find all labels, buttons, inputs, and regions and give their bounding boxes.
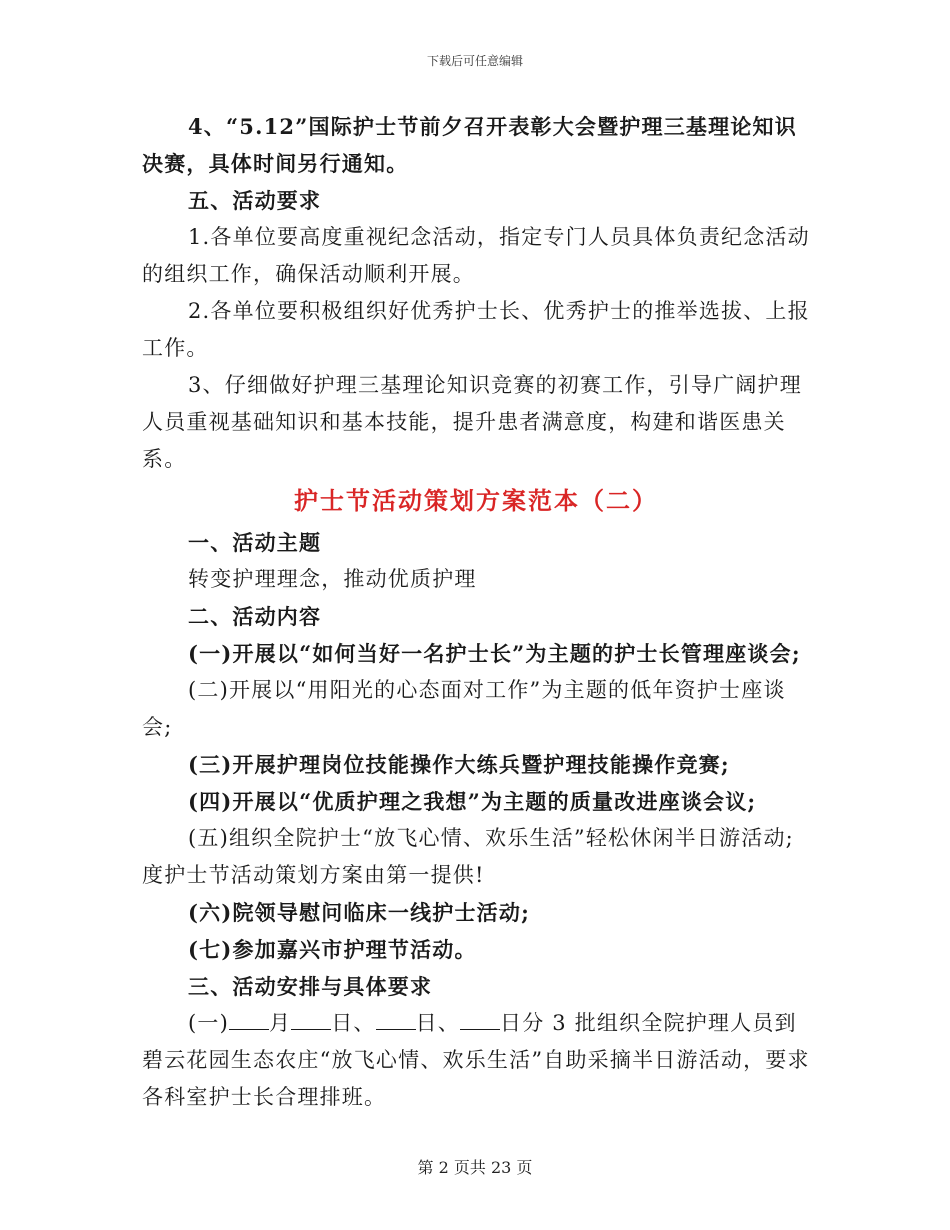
content-item-7: (七)参加嘉兴市护理节活动。 [188,937,477,962]
heading-arrangement: 三、活动安排与具体要求 [188,974,433,999]
page-footer: 第 2 页共 23 页 [417,1158,533,1177]
arrangement-rest: 日分 3 批组织全院护理人员到碧云花园生态农庄“放飞心情、欢乐生活”自助采摘半日游活动，要求各科室护士长合理排班。 [142,1011,810,1109]
content-item-5: (五)组织全院护士“放飞心情、欢乐生活”轻松休闲半日游活动;度护士节活动策划方案由第一提供! [142,826,794,887]
theme-text: 转变护理理念，推动优质护理 [188,567,477,591]
content-item-1: (一)开展以“如何当好一名护士长”为主题的护士长管理座谈会; [188,641,801,666]
blank-field [460,1009,500,1030]
blank-field [376,1009,416,1030]
arrangement-month: 月 [269,1011,292,1035]
requirement-1: 1.各单位要高度重视纪念活动，指定专门人员具体负责纪念活动的组织工作，确保活动顺利开展。 [142,225,810,286]
item-4: 4、“5.12”国际护士节前夕召开表彰大会暨护理三基理论知识决赛，具体时间另行通知。 [142,114,797,176]
page-header: 下载后可任意编辑 [426,54,523,68]
content-item-4: (四)开展以“优质护理之我想”为主题的质量改进座谈会议; [188,789,757,814]
heading-requirements: 五、活动要求 [188,188,322,213]
content-item-2: (二)开展以“用阳光的心态面对工作”为主题的低年资护士座谈会; [142,678,786,739]
blank-field [229,1009,269,1030]
requirement-3: 3、仔细做好护理三基理论知识竞赛的初赛工作，引导广阔护理人员重视基础知识和基本技能，提升患者满意度，构建和谐医患关系。 [142,373,802,471]
document-body [142,108,810,1116]
arrangement-day-1: 日、 [331,1011,376,1035]
blank-field [291,1009,331,1030]
arrangement-item-1 [142,1005,810,1116]
content-item-6: (六)院领导慰问临床一线护士活动; [188,900,531,925]
heading-content: 二、活动内容 [188,604,322,629]
arrangement-prefix: (一) [188,1011,229,1035]
arrangement-day-2: 日、 [415,1011,461,1035]
content-item-3: (三)开展护理岗位技能操作大练兵暨护理技能操作竞赛; [188,752,730,777]
document-title: 护士节活动策划方案范本（二） [294,486,658,515]
requirement-2: 2.各单位要积极组织好优秀护士长、优秀护士的推举选拔、上报工作。 [142,299,810,360]
heading-theme: 一、活动主题 [188,530,322,555]
